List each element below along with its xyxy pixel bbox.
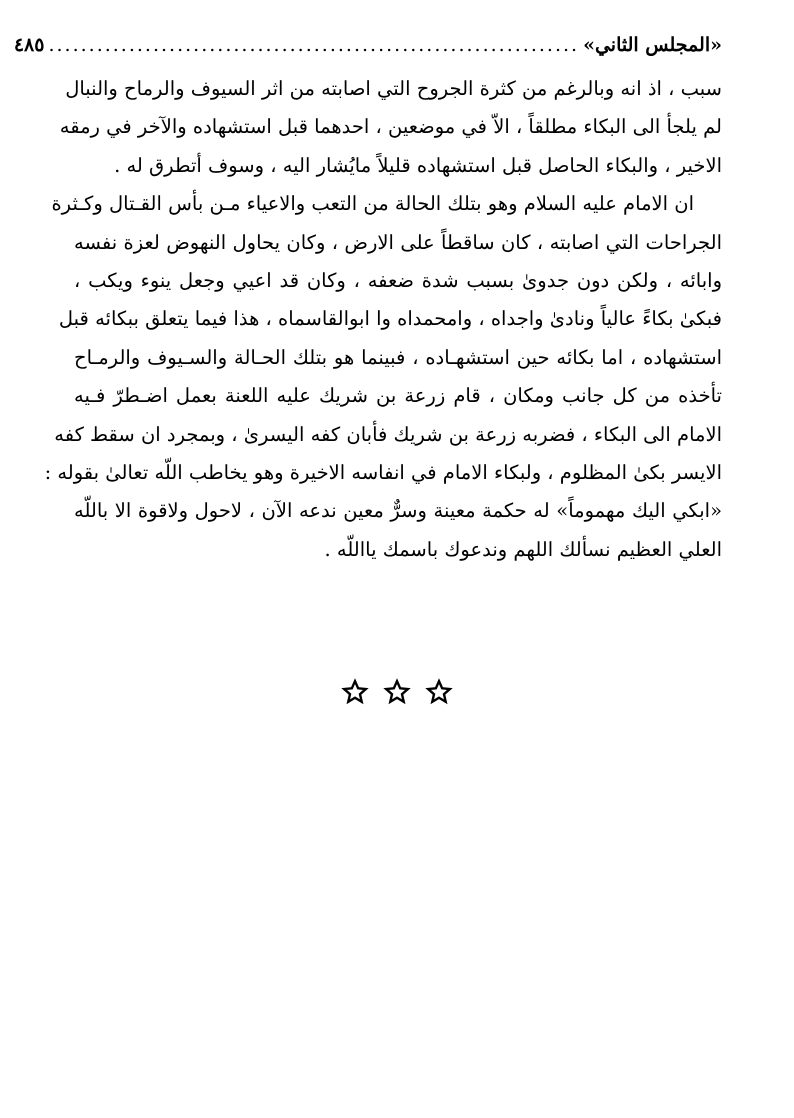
body-text — [44, 70, 722, 569]
text-line: تأخذه من كل جانب ومكان ، قام زرعة بن شريك عليه اللعنة بعمل اضـطرّ فـيه — [74, 384, 722, 408]
text-line: لم يلجأ الى البكاء مطلقاً ، الاّ في موضعين ، احدهما قبل استشهاده والآخر في رمقه — [59, 115, 722, 139]
header-leader-dots: .................................................................. — [48, 34, 580, 56]
star-outline-icon — [342, 679, 368, 705]
text-line: وابائه ، ولكن دون جدوىٰ بسبب شدة ضعفه ، وكان قد اعيي وجعل ينوء ويكب ، — [74, 268, 722, 292]
paragraph-1 — [59, 70, 722, 185]
text-line: الاخير ، والبكاء الحاصل قبل استشهاده قليلاً مايُشار اليه ، وسوف أتطرق له . — [114, 153, 722, 177]
text-line: الامام الى البكاء ، فضربه زرعة بن شريك فأبان كفه اليسرىٰ ، وبمجرد ان سقط كفه — [54, 422, 722, 446]
star-outline-icon — [384, 679, 410, 705]
text-line: الجراحات التي اصابته ، كان ساقطاً على الارض ، وكان يحاول النهوض لعزة نفسه — [74, 230, 722, 254]
text-line: استشهاده ، اما بكائه حين استشهـاده ، فبينما هو بتلك الحـالة والسـيوف والرمـاح — [74, 345, 722, 369]
text-line: العلي العظيم نسألك اللهم وندعوك باسمك يااللّه . — [324, 537, 722, 561]
text-line: «ابكي اليك مهموماً» له حكمة معينة وسرٌّ معين ندعه الآن ، لاحول ولاقوة الا باللّه — [74, 499, 722, 523]
paragraph-2 — [44, 185, 722, 569]
text-line: الايسر بكىٰ المظلوم ، ولبكاء الامام في انفاسه الاخيرة وهو يخاطب اللّه تعالىٰ بقوله : — [44, 460, 722, 484]
text-line: فبكىٰ بكاءً عالياً ونادىٰ واجداه ، وامحمداه وا ابوالقاسماه ، هذا فيما يتعلق ببكائه قبل — [58, 307, 722, 331]
page-number: ٤٨٥ — [13, 34, 45, 56]
text-line: ان الامام عليه السلام وهو بتلك الحالة من التعب والاعياء مـن بأس القـتال وكـثرة — [51, 192, 694, 216]
chapter-title: «المجلس الثاني» — [583, 34, 722, 56]
text-line: سبب ، اذ انه وبالرغم من كثرة الجروح التي اصابته من اثر السيوف والرماح والنبال — [65, 77, 722, 100]
star-outline-icon — [426, 679, 452, 705]
section-separator — [0, 672, 794, 712]
running-header — [13, 30, 722, 60]
